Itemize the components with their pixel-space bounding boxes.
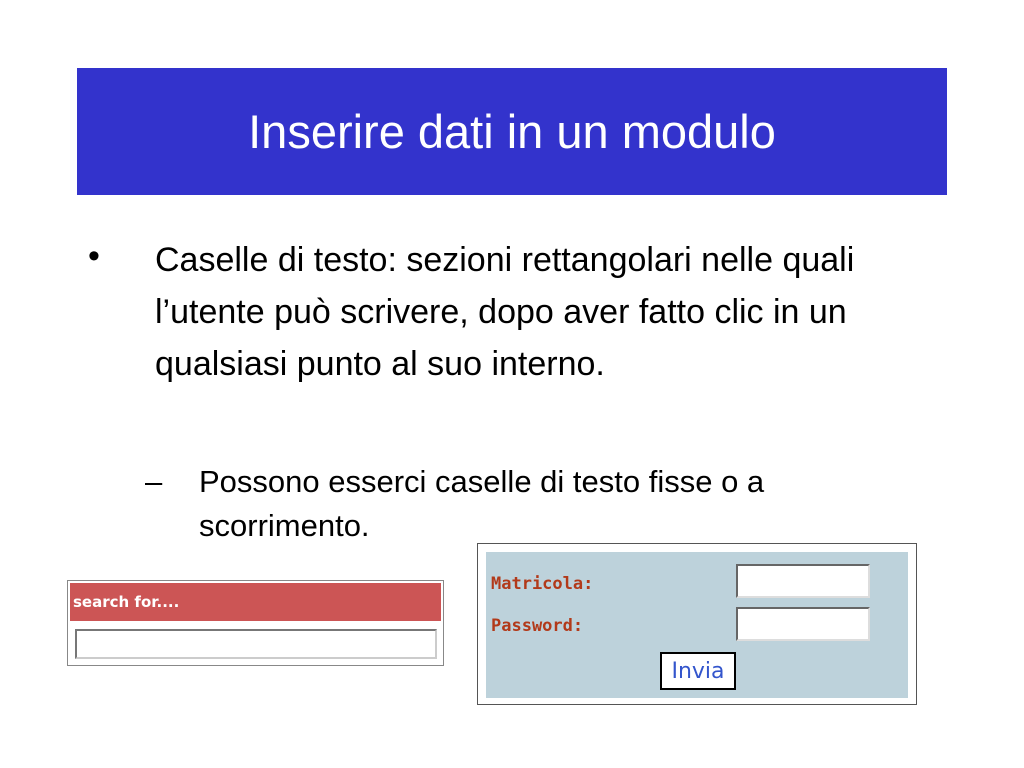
- title-bar: [77, 68, 947, 195]
- matricola-label: Matricola:: [491, 574, 594, 594]
- matricola-field[interactable]: [736, 564, 870, 598]
- search-header: [70, 583, 441, 621]
- sub-bullet-marker: –: [145, 464, 163, 499]
- password-label: Password:: [491, 616, 584, 636]
- search-label: search for....: [73, 593, 180, 611]
- password-field[interactable]: [736, 607, 870, 641]
- login-form-panel: [486, 552, 908, 698]
- submit-button[interactable]: Invia: [660, 652, 736, 690]
- search-widget: [67, 580, 444, 666]
- bullet-marker: •: [88, 237, 100, 275]
- slide-title: Inserire dati in un modulo: [248, 105, 776, 158]
- sub-bullet-text: Possono esserci caselle di testo fisse o a scorrimento.: [199, 464, 765, 543]
- bullet-text: Caselle di testo: sezioni rettangolari nelle quali l’utente può scrivere, dopo aver fatto clic in un qualsiasi punto al suo interno.: [155, 241, 855, 383]
- search-input[interactable]: [75, 629, 437, 659]
- login-form: [477, 543, 917, 705]
